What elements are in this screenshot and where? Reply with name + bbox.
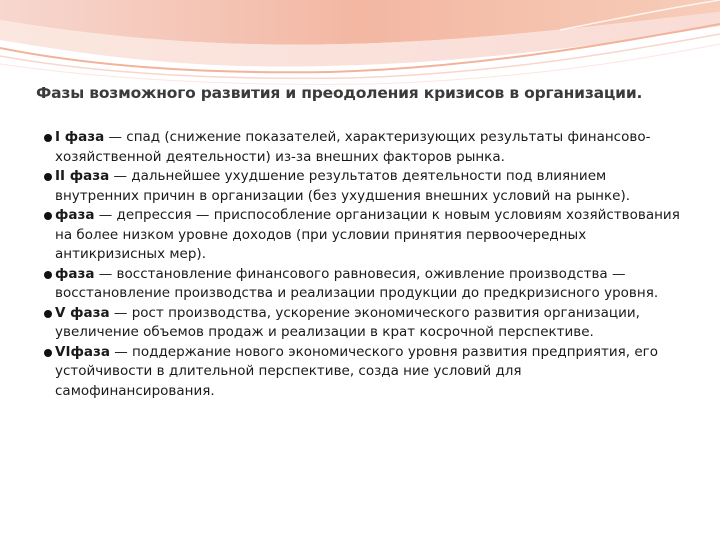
- bullet-icon: [44, 310, 52, 318]
- bullet-icon: [44, 212, 52, 220]
- phase-description: — восстановление финансового равновесия, оживление производства — восстановление производства и реализации продукции до предкризисного уровня.: [55, 265, 659, 301]
- header-wave-decoration: [0, 0, 720, 120]
- phase-description: — депрессия — приспособление организации к новым условиям хозяйствования на более низком уровне доходов (при условии принятия первоочередных антикризисных мер).: [55, 207, 680, 262]
- bullet-icon: [44, 134, 52, 142]
- slide-title: Фазы возможного развития и преодоления кризисов в организации.: [36, 84, 643, 102]
- list-item: [44, 304, 684, 343]
- bullet-icon: [44, 349, 52, 357]
- phase-description: — поддержание нового экономического уровня развития предприятия, его устойчивости в длительной перспективе, созда ние условий для самофинансирования.: [55, 343, 658, 399]
- phase-label: VIфаза: [55, 343, 110, 360]
- phases-list: [44, 128, 684, 401]
- phase-label: II фаза: [55, 168, 110, 184]
- list-item: [44, 206, 684, 265]
- phase-description: — спад (снижение показателей, характеризующих результаты финансово-хозяйственной деятельности) из-за внешних факторов рынка.: [55, 129, 651, 165]
- list-item: [44, 167, 684, 206]
- list-item: [44, 343, 684, 402]
- list-item: [44, 128, 684, 167]
- phase-label: фаза: [55, 207, 95, 223]
- bullet-icon: [44, 271, 52, 279]
- phase-label: фаза: [55, 265, 95, 282]
- phase-description: — дальнейшее ухудшение результатов деятельности под влиянием внутренних причин в организации (без ухудшения внешних условий на рынке).: [55, 168, 630, 204]
- list-item: [44, 265, 684, 304]
- bullet-icon: [44, 173, 52, 181]
- phase-label: I фаза: [55, 129, 105, 145]
- phase-description: — рост производства, ускорение экономического развития организации, увеличение объемов продаж и реализации в крат косрочной перспективе.: [55, 304, 640, 340]
- phase-label: V фаза: [55, 304, 110, 321]
